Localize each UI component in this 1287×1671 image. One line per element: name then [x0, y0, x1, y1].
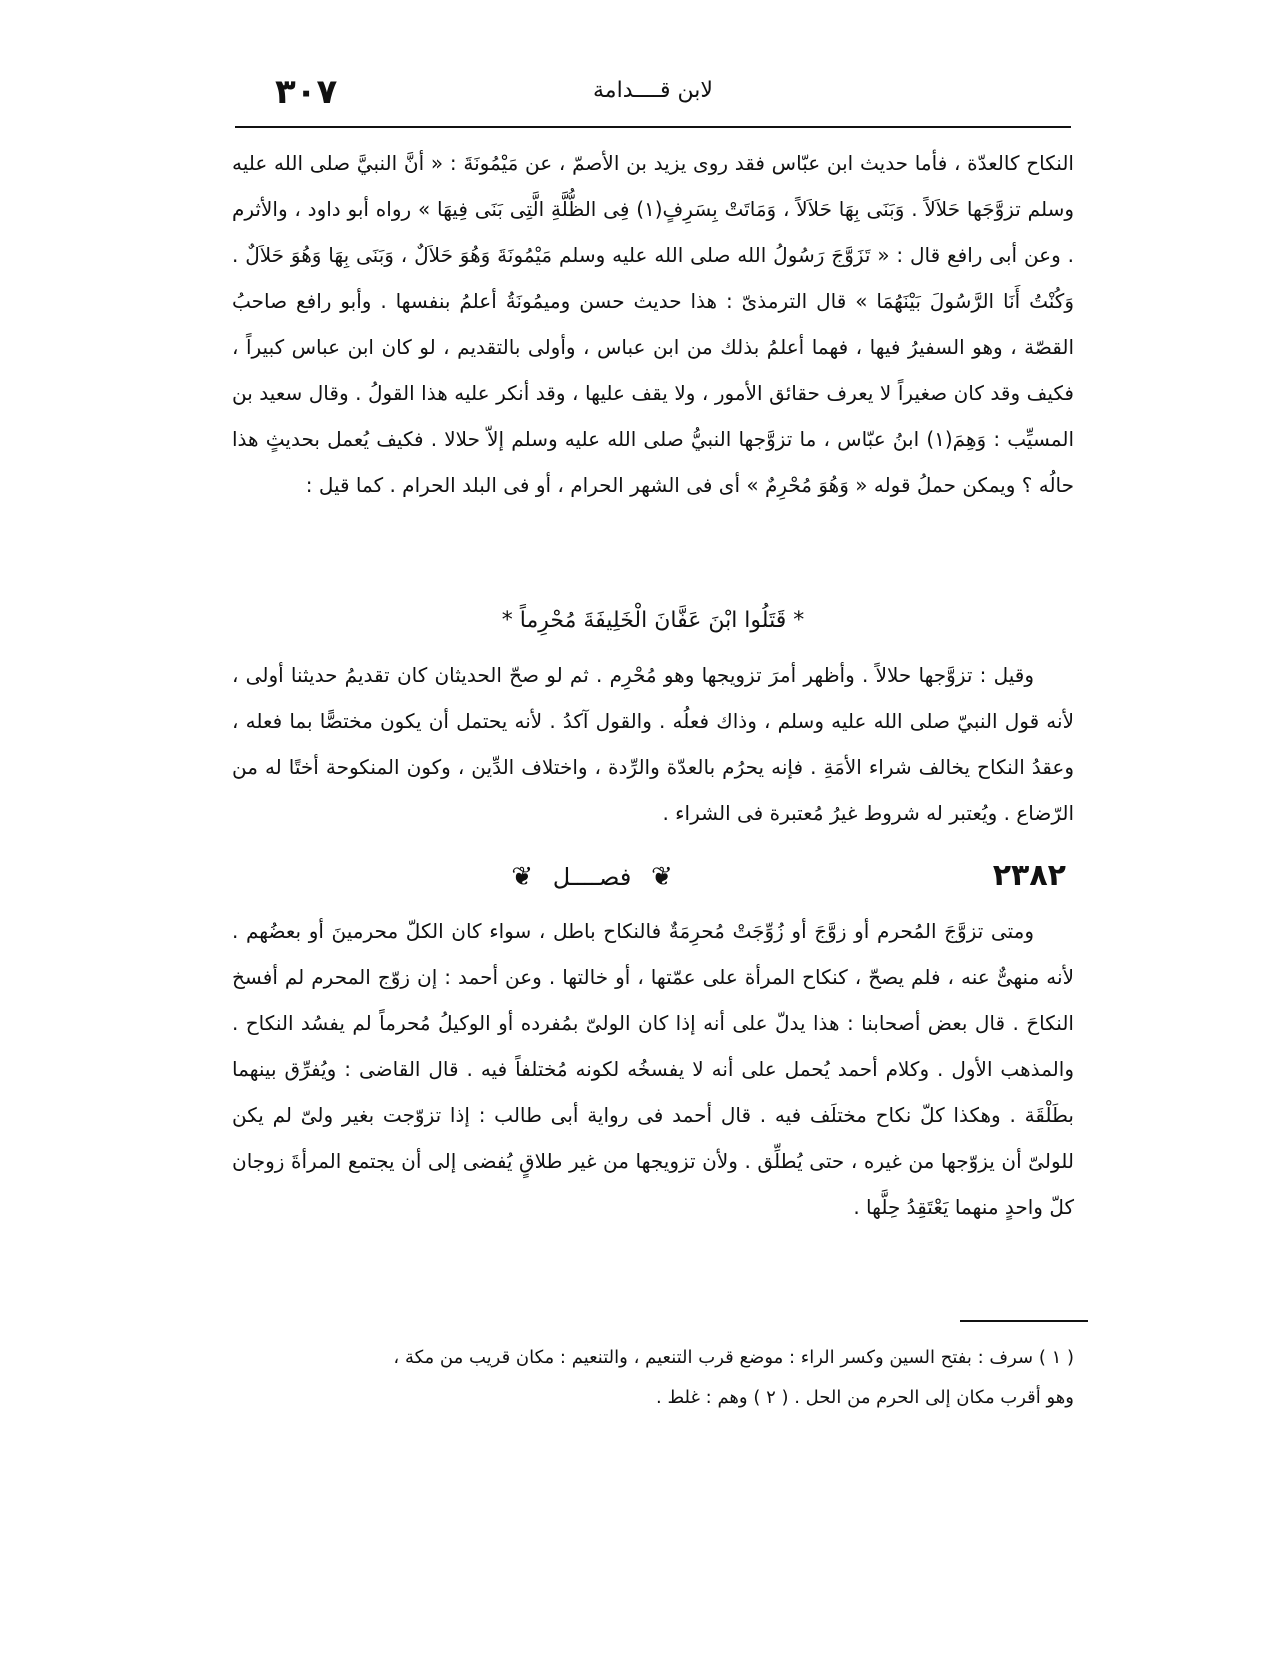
- footnote-line-2: وهو أقرب مكان إلى الحرم من الحل . ( ٢ ) وهم : غلط .: [656, 1387, 1074, 1408]
- footnote-line-1: ( ١ ) سرف : بفتح السين وكسر الراء : موضع قرب التنعيم ، والتنعيم : مكان قريب من مكة ،: [393, 1347, 1074, 1368]
- header-rule: [235, 126, 1071, 128]
- body-paragraph-3: [232, 908, 1074, 1230]
- paragraph-text: وقيل : تزوَّجها حلالاً . وأظهر أمرَ تزويجها وهو مُحْرِم . ثم لو صحّ الحديثان كان تقديمُ حديثنا أولى ، لأنه قول النبيّ صلى الله عليه وسلم ، وذاك فعلُه . والقول آكدُ . لأنه يحتمل أن يكون مختصًّا بما فعله ، وعقدُ النكاح يخالف شراء الأمَةِ . فإنه يحرُم بالعدّة والرِّدة ، واختلاف الدِّين ، وكون المنكوحة أختًا له من الرّضاع . ويُعتبر له شروط غيرُ مُعتبرة فى الشراء .: [232, 663, 1074, 825]
- page-header: [235, 62, 1071, 122]
- paragraph-text: النكاح كالعدّة ، فأما حديث ابن عبّاس فقد روى يزيد بن الأصمّ ، عن مَيْمُونَةَ : « أنَّ النبيَّ صلى الله عليه وسلم تزوَّجَها حَلاَلاً . وَبَنَى بِهَا حَلاَلاً ، وَمَاتَتْ بِسَرِفٍ(١) فِى الظُّلَّةِ الَّتِى بَنَى فِيهَا » رواه أبو داود ، والأثرم . وعن أبى رافع قال : « تَزَوَّجَ رَسُولُ الله صلى الله عليه وسلم مَيْمُونَةَ وَهُوَ حَلاَلٌ ، وَبَنَى بِهَا وَهُوَ حَلاَلٌ . وَكُنْتُ أَنَا الرَّسُولَ بَيْنَهُمَا » قال الترمذىّ : هذا حديث حسن وميمُونَةُ أعلمُ بنفسها . وأبو رافع صاحبُ القصّة ، وهو السفيرُ فيها ، فهما أعلمُ بذلك من ابن عباس ، وأولى بالتقديم ، لو كان ابن عباس كبيراً ، فكيف وقد كان صغيراً لا يعرف حقائق الأمور ، ولا يقف عليها ، وقد أنكر عليه هذا القولُ . وقال سعيد بن المسيِّب : وَهِمَ(١) ابنُ عبّاس ، ما تزوَّجها النبيُّ صلى الله عليه وسلم إلاّ حلالا . فكيف يُعمل بحديثٍ هذا حالُه ؟ ويمكن حملُ قوله « وَهُوَ مُحْرِمٌ » أى فى الشهر الحرام ، أو فى البلد الحرام . كما قيل :: [232, 151, 1075, 497]
- paragraph-text: ومتى تزوَّجَ المُحرم أو زوَّجَ أو زُوِّجَتْ مُحرِمَةٌ فالنكاح باطل ، سواء كان الكلّ محرمينَ أو بعضُهم . لأنه منهىٌّ عنه ، فلم يصحّ ، كنكاح المرأة على عمّتها ، أو خالتها . وعن أحمد : إن زوّج المحرم لم أفسخ النكاحَ . قال بعض أصحابنا : هذا يدلّ على أنه إذا كان الولىّ بمُفرده أو الوكيلُ مُحرماً لم يفسُد النكاح . والمذهب الأول . وكلام أحمد يُحمل على أنه لا يفسخُه لكونه مُختلفاً فيه . قال القاضى : ويُفرِّق بينهما بطَلْقَة . وهكذا كلّ نكاح مختلَف فيه . قال أحمد فى رواية أبى طالب : إذا تزوّجت بغير ولىّ لم يكن للولىّ أن يزوّجها من غيره ، حتى يُطلِّق . ولأن تزويجها من غير طلاقٍ يُفضى إلى أن يجتمع المرأةَ زوجان كلّ واحدٍ منهما يَعْتَقِدُ حِلَّها .: [232, 919, 1074, 1219]
- body-paragraph-2: [232, 652, 1074, 836]
- body-paragraph-1: [232, 140, 1074, 508]
- section-title-group: [432, 862, 752, 892]
- page-number: ٣٠٧: [275, 72, 338, 112]
- section-title: فصــــل: [552, 863, 632, 891]
- ornament-left-icon: ❦: [511, 862, 534, 892]
- running-title: لابن قــــدامة: [593, 78, 713, 103]
- section-number: ٢٣٨٢: [992, 858, 1066, 893]
- ornament-right-icon: ❦: [650, 862, 673, 892]
- verse-line: * قَتَلُوا ابْنَ عَفَّانَ الْخَلِيفَةَ مُحْرِماً *: [501, 608, 805, 633]
- footnote-rule: [960, 1320, 1088, 1322]
- section-heading: [232, 856, 1074, 906]
- footnotes: [232, 1338, 1074, 1418]
